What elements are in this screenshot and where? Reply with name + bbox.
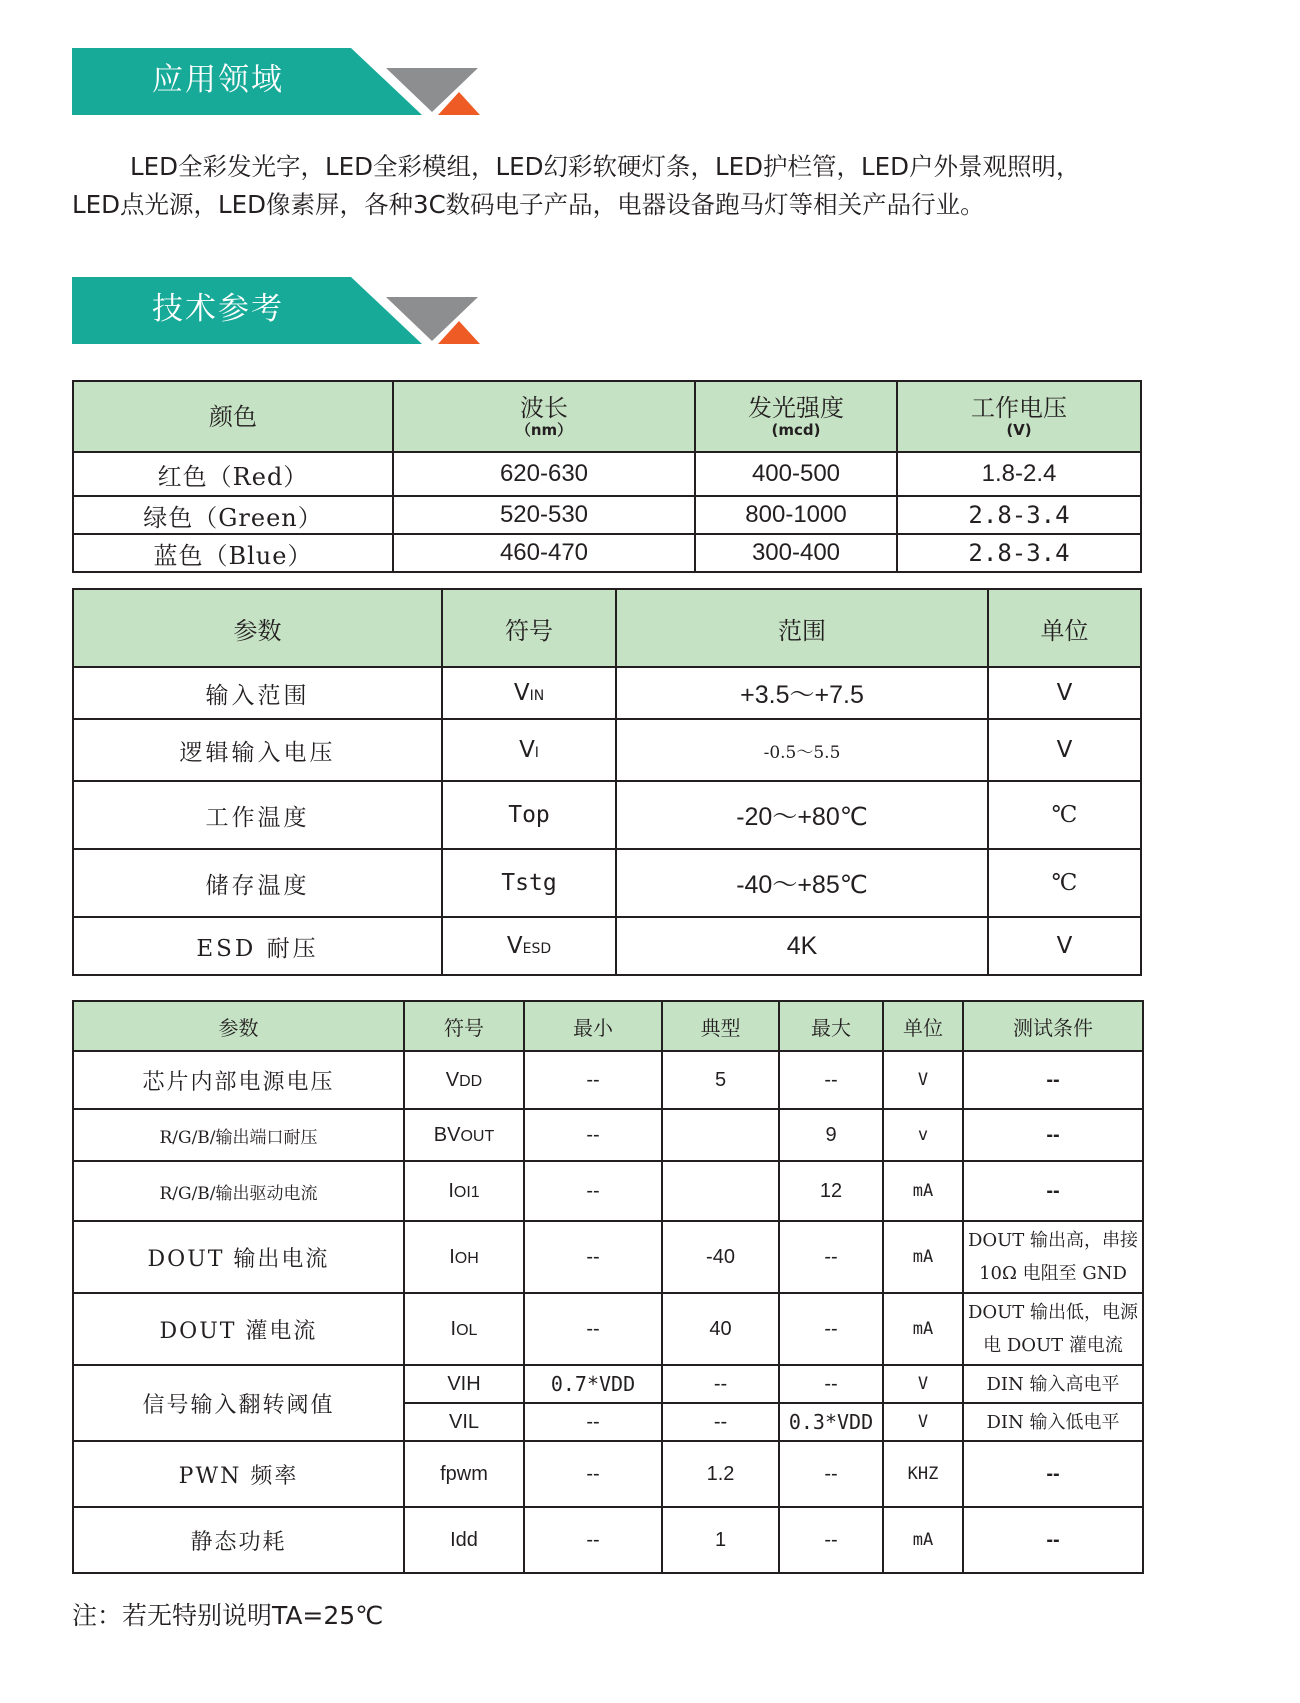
intensity-value: 800-1000 xyxy=(695,496,897,534)
unit: ℃ xyxy=(988,849,1141,917)
min-value: -- xyxy=(524,1051,662,1109)
table-row xyxy=(73,1365,1143,1403)
min-value: -- xyxy=(524,1293,662,1365)
typ-value: -- xyxy=(662,1403,779,1441)
param-name: 输入范围 xyxy=(73,667,442,719)
table-row xyxy=(73,667,1141,719)
param-name: 静态功耗 xyxy=(73,1507,404,1573)
table-row xyxy=(73,781,1141,849)
table-row xyxy=(73,719,1141,781)
table-row xyxy=(73,496,1141,534)
table-header-row xyxy=(73,381,1141,452)
unit: V xyxy=(883,1051,963,1109)
color-name: 绿色（Green） xyxy=(73,496,393,534)
table-row xyxy=(73,452,1141,496)
param-name: 信号输入翻转阈值 xyxy=(73,1365,404,1441)
symbol: VI xyxy=(442,719,616,781)
color-name: 红色（Red） xyxy=(73,452,393,496)
param-name: DOUT 输出电流 xyxy=(73,1221,404,1293)
column-header: 典型 xyxy=(662,1001,779,1051)
electrical-table xyxy=(72,1000,1144,1574)
table-row xyxy=(73,1221,1143,1293)
column-header: 测试条件 xyxy=(963,1001,1143,1051)
intensity-value: 400-500 xyxy=(695,452,897,496)
typ-value: 5 xyxy=(662,1051,779,1109)
max-value: -- xyxy=(779,1365,883,1403)
symbol: Top xyxy=(442,781,616,849)
symbol: Idd xyxy=(404,1507,524,1573)
unit: V xyxy=(988,917,1141,975)
max-value: -- xyxy=(779,1507,883,1573)
footnote: 注：若无特别说明TA=25℃ xyxy=(72,1601,384,1630)
typ-value: 1.2 xyxy=(662,1441,779,1507)
max-value: 9 xyxy=(779,1109,883,1161)
section-title: 技术参考 xyxy=(152,291,284,327)
symbol: VIL xyxy=(404,1403,524,1441)
unit: ℃ xyxy=(988,781,1141,849)
param-name: R/G/B/输出驱动电流 xyxy=(73,1161,404,1221)
typ-value: -40 xyxy=(662,1221,779,1293)
min-value: -- xyxy=(524,1109,662,1161)
unit: mA xyxy=(883,1507,963,1573)
table-row xyxy=(73,1051,1143,1109)
column-header: 波长 （nm） xyxy=(393,381,695,452)
unit: mA xyxy=(883,1221,963,1293)
column-header: 发光强度 (mcd) xyxy=(695,381,897,452)
param-name: 芯片内部电源电压 xyxy=(73,1051,404,1109)
test-condition: -- xyxy=(963,1441,1143,1507)
min-value: -- xyxy=(524,1161,662,1221)
wavelength-value: 460-470 xyxy=(393,534,695,572)
column-header: 范围 xyxy=(616,589,988,667)
test-condition: DOUT 输出低，电源 电 DOUT 灌电流 xyxy=(963,1293,1143,1365)
test-condition: -- xyxy=(963,1051,1143,1109)
voltage-value: 2.8-3.4 xyxy=(897,496,1141,534)
intensity-value: 300-400 xyxy=(695,534,897,572)
unit: v xyxy=(883,1109,963,1161)
paragraph-line: LED点光源，LED像素屏，各种3C数码电子产品，电器设备跑马灯等相关产品行业。 xyxy=(72,190,985,219)
application-paragraph xyxy=(72,148,1162,224)
symbol: VDD xyxy=(404,1051,524,1109)
symbol: fpwm xyxy=(404,1441,524,1507)
column-header: 单位 xyxy=(988,589,1141,667)
symbol: IOI1 xyxy=(404,1161,524,1221)
typ-value: -- xyxy=(662,1365,779,1403)
min-value: -- xyxy=(524,1507,662,1573)
param-name: 工作温度 xyxy=(73,781,442,849)
param-name: 储存温度 xyxy=(73,849,442,917)
typ-value: 40 xyxy=(662,1293,779,1365)
column-header: 参数 xyxy=(73,1001,404,1051)
range-table xyxy=(72,588,1142,976)
symbol: VESD xyxy=(442,917,616,975)
symbol: IOH xyxy=(404,1221,524,1293)
unit: mA xyxy=(883,1161,963,1221)
param-name: R/G/B/输出端口耐压 xyxy=(73,1109,404,1161)
section-title: 应用领域 xyxy=(152,62,284,98)
column-header: 单位 xyxy=(883,1001,963,1051)
table-row xyxy=(73,1109,1143,1161)
max-value: 12 xyxy=(779,1161,883,1221)
test-condition: -- xyxy=(963,1161,1143,1221)
max-value: 0.3*VDD xyxy=(779,1403,883,1441)
min-value: 0.7*VDD xyxy=(524,1365,662,1403)
test-condition: DIN 输入低电平 xyxy=(963,1403,1143,1441)
column-header: 最小 xyxy=(524,1001,662,1051)
table-row xyxy=(73,1161,1143,1221)
unit: V xyxy=(883,1365,963,1403)
symbol: IOL xyxy=(404,1293,524,1365)
param-name: PWN 频率 xyxy=(73,1441,404,1507)
typ-value xyxy=(662,1161,779,1221)
range-value: 4K xyxy=(616,917,988,975)
section-header-tech xyxy=(72,277,492,344)
column-header: 颜色 xyxy=(73,381,393,452)
table-row xyxy=(73,1293,1143,1365)
range-value: +3.5～+7.5 xyxy=(616,667,988,719)
table-row xyxy=(73,1441,1143,1507)
column-header: 最大 xyxy=(779,1001,883,1051)
test-condition: DOUT 输出高，串接 10Ω 电阻至 GND xyxy=(963,1221,1143,1293)
section-header-application xyxy=(72,48,492,115)
min-value: -- xyxy=(524,1441,662,1507)
table-header-row xyxy=(73,1001,1143,1051)
column-header: 符号 xyxy=(404,1001,524,1051)
symbol: VIH xyxy=(404,1365,524,1403)
wavelength-value: 520-530 xyxy=(393,496,695,534)
max-value: -- xyxy=(779,1051,883,1109)
max-value: -- xyxy=(779,1221,883,1293)
symbol: BVOUT xyxy=(404,1109,524,1161)
color-spec-table xyxy=(72,380,1142,573)
table-row xyxy=(73,849,1141,917)
typ-value: 1 xyxy=(662,1507,779,1573)
min-value: -- xyxy=(524,1403,662,1441)
param-name: ESD 耐压 xyxy=(73,917,442,975)
param-name: DOUT 灌电流 xyxy=(73,1293,404,1365)
max-value: -- xyxy=(779,1441,883,1507)
table-header-row xyxy=(73,589,1141,667)
column-header: 工作电压 (V) xyxy=(897,381,1141,452)
max-value: -- xyxy=(779,1293,883,1365)
voltage-value: 1.8-2.4 xyxy=(897,452,1141,496)
column-header: 参数 xyxy=(73,589,442,667)
test-condition: DIN 输入高电平 xyxy=(963,1365,1143,1403)
symbol: VIN xyxy=(442,667,616,719)
min-value: -- xyxy=(524,1221,662,1293)
range-value: -40～+85℃ xyxy=(616,849,988,917)
test-condition: -- xyxy=(963,1507,1143,1573)
test-condition: -- xyxy=(963,1109,1143,1161)
column-header: 符号 xyxy=(442,589,616,667)
table-row xyxy=(73,917,1141,975)
param-name: 逻辑输入电压 xyxy=(73,719,442,781)
orange-triangle-icon xyxy=(438,321,480,344)
paragraph-line: LED全彩发光字，LED全彩模组，LED幻彩软硬灯条，LED护栏管，LED户外景观照明， xyxy=(130,152,1081,181)
orange-triangle-icon xyxy=(438,92,480,115)
unit: V xyxy=(883,1403,963,1441)
unit: V xyxy=(988,667,1141,719)
voltage-value: 2.8-3.4 xyxy=(897,534,1141,572)
unit: KHZ xyxy=(883,1441,963,1507)
wavelength-value: 620-630 xyxy=(393,452,695,496)
unit: mA xyxy=(883,1293,963,1365)
typ-value xyxy=(662,1109,779,1161)
range-value: -0.5～5.5 xyxy=(616,719,988,781)
unit: V xyxy=(988,719,1141,781)
symbol: Tstg xyxy=(442,849,616,917)
table-row xyxy=(73,534,1141,572)
range-value: -20～+80℃ xyxy=(616,781,988,849)
table-row xyxy=(73,1507,1143,1573)
color-name: 蓝色（Blue） xyxy=(73,534,393,572)
